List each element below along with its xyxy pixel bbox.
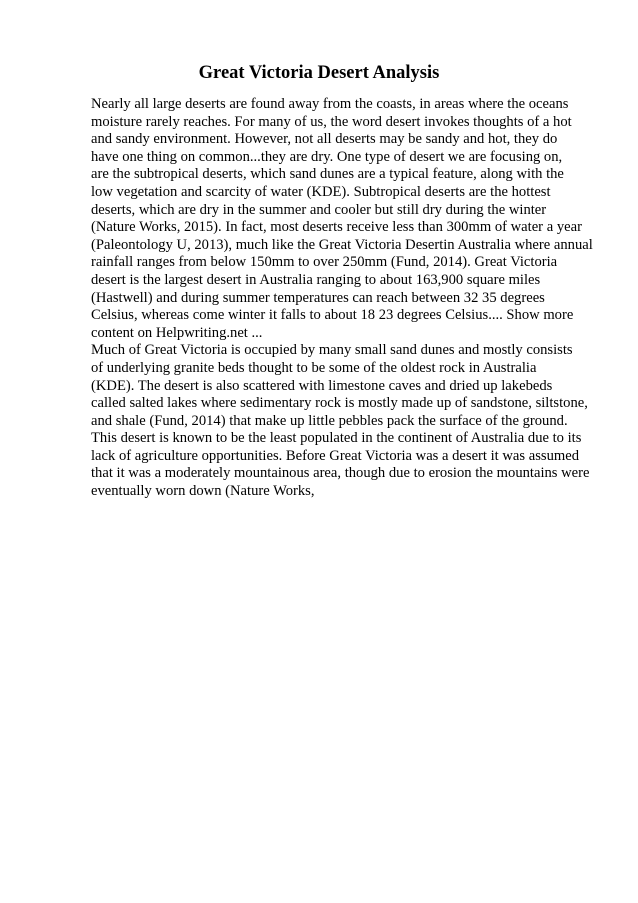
body-line: eventually worn down (Nature Works, (91, 483, 315, 500)
body-line: moisture rarely reaches. For many of us, the word desert invokes thoughts of a hot (91, 113, 572, 130)
body-line: Much of Great Victoria is occupied by many small sand dunes and mostly consists (91, 342, 573, 359)
document-body (91, 96, 611, 501)
body-line: (Paleontology U, 2013), much like the Great Victoria Desertin Australia where annual (91, 236, 593, 253)
body-line: have one thing on common...they are dry. One type of desert we are focusing on, (91, 148, 563, 165)
body-line: Nearly all large deserts are found away from the coasts, in areas where the oceans (91, 96, 569, 112)
body-line: Celsius, whereas come winter it falls to about 18 23 degrees Celsius.... Show more (91, 307, 574, 324)
body-line: called salted lakes where sedimentary rock is mostly made up of sandstone, siltstone, (91, 395, 588, 412)
body-line: and sandy environment. However, not all deserts may be sandy and hot, they do (91, 131, 558, 148)
body-line: desert is the largest desert in Australia ranging to about 163,900 square miles (91, 271, 541, 288)
document-title: Great Victoria Desert Analysis (198, 63, 440, 83)
body-line: (Hastwell) and during summer temperatures can reach between 32 35 degrees (91, 289, 545, 306)
body-line: rainfall ranges from below 150mm to over 250mm (Fund, 2014). Great Victoria (91, 254, 558, 271)
body-line: deserts, which are dry in the summer and cooler but still dry during the winter (91, 201, 547, 218)
body-line: content on Helpwriting.net ... (91, 324, 263, 341)
body-line: of underlying granite beds thought to be some of the oldest rock in Australia (91, 359, 537, 376)
body-line: that it was a moderately mountainous area, though due to erosion the mountains were (91, 465, 590, 482)
body-line: (Nature Works, 2015). In fact, most deserts receive less than 300mm of water a year (91, 219, 582, 236)
body-line: (KDE). The desert is also scattered with limestone caves and dried up lakebeds (91, 377, 553, 394)
body-line: low vegetation and scarcity of water (KDE). Subtropical deserts are the hottest (91, 183, 551, 200)
body-line: and shale (Fund, 2014) that make up little pebbles pack the surface of the ground. (91, 412, 568, 429)
body-line: are the subtropical deserts, which sand dunes are a typical feature, along with the (91, 166, 564, 183)
body-line: This desert is known to be the least populated in the continent of Australia due to its (91, 430, 582, 447)
body-line: lack of agriculture opportunities. Before Great Victoria was a desert it was assumed (91, 447, 579, 464)
